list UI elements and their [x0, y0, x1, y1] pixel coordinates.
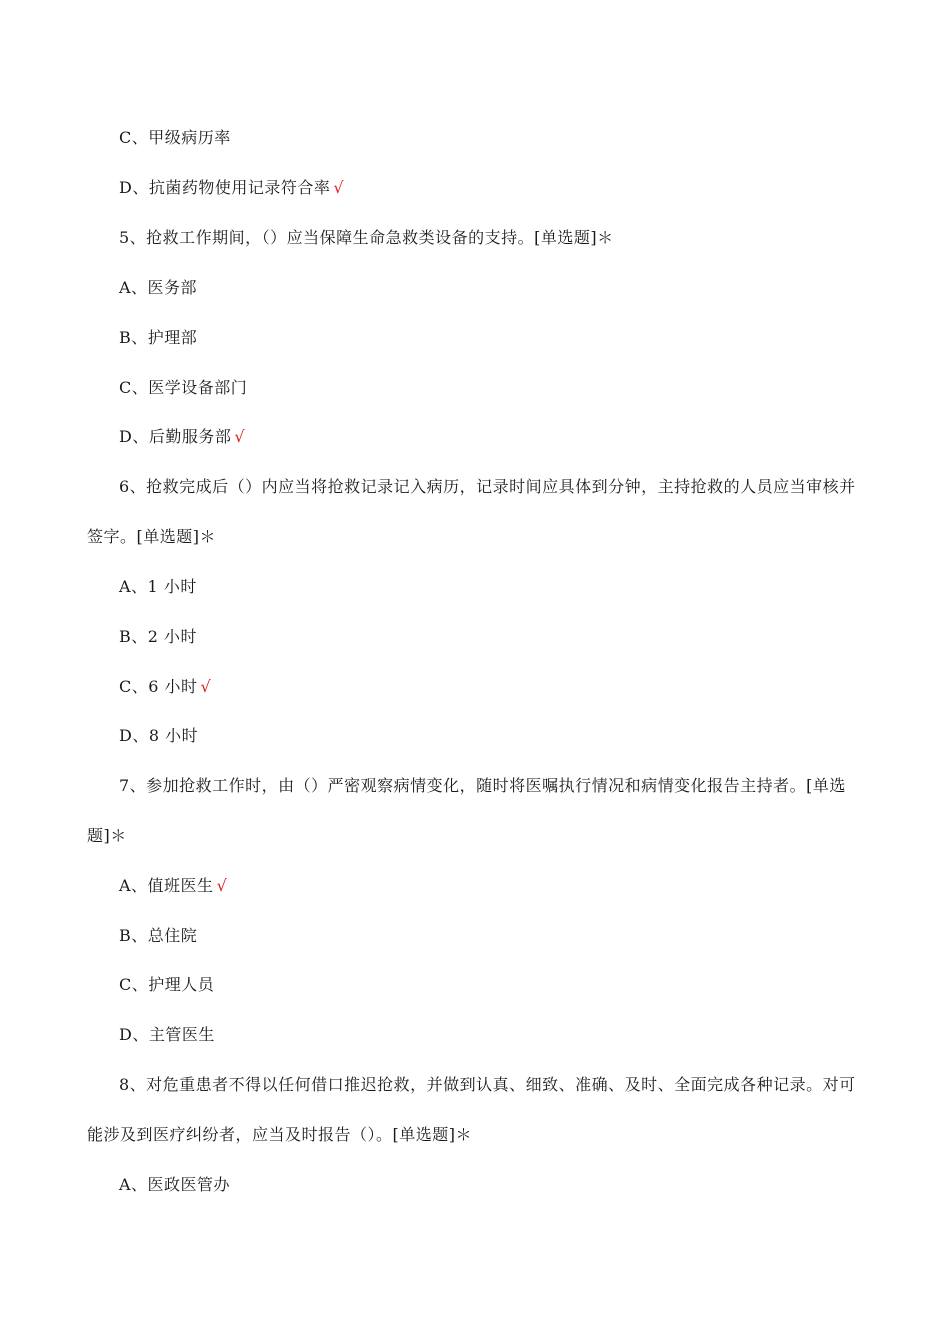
option-q7-b: B、总住院 — [119, 926, 198, 945]
check-icon: √ — [234, 427, 246, 446]
option-q7-d: D、主管医生 — [119, 1025, 215, 1044]
question-7: 7、参加抢救工作时，由（）严密观察病情变化，随时将医嘱执行情况和病情变化报告主持者。[单选 — [119, 776, 846, 795]
check-icon: √ — [333, 178, 345, 197]
option-q4-d: D、抗菌药物使用记录符合率 √ — [119, 178, 345, 197]
option-q5-b: B、护理部 — [119, 328, 198, 347]
option-q5-c: C、医学设备部门 — [119, 378, 248, 397]
check-icon: √ — [216, 876, 228, 895]
option-q7-a: A、值班医生 √ — [119, 876, 228, 895]
option-q6-a: A、1 小时 — [119, 577, 197, 596]
question-6: 6、抢救完成后（）内应当将抢救记录记入病历，记录时间应具体到分钟，主持抢救的人员应当审核并 — [119, 477, 856, 496]
option-q6-b: B、2 小时 — [119, 627, 198, 646]
option-q4-c: C、甲级病历率 — [119, 128, 231, 147]
option-q6-c: C、6 小时 √ — [119, 677, 212, 696]
question-8-cont: 能涉及到医疗纠纷者，应当及时报告（）。[单选题]＊ — [87, 1125, 472, 1144]
question-8: 8、对危重患者不得以任何借口推迟抢救，并做到认真、细致、准确、及时、全面完成各种记录。对可 — [119, 1075, 856, 1094]
option-q5-d: D、后勤服务部 √ — [119, 427, 246, 446]
option-q7-c: C、护理人员 — [119, 975, 215, 994]
question-7-cont: 题]＊ — [87, 826, 127, 845]
option-q5-a: A、医务部 — [119, 278, 198, 297]
check-icon: √ — [200, 677, 212, 696]
question-6-cont: 签字。[单选题]＊ — [87, 527, 216, 546]
option-q6-d: D、8 小时 — [119, 726, 199, 745]
question-5: 5、抢救工作期间，（）应当保障生命急救类设备的支持。[单选题]＊ — [119, 228, 614, 247]
option-q8-a: A、医政医管办 — [119, 1175, 231, 1194]
